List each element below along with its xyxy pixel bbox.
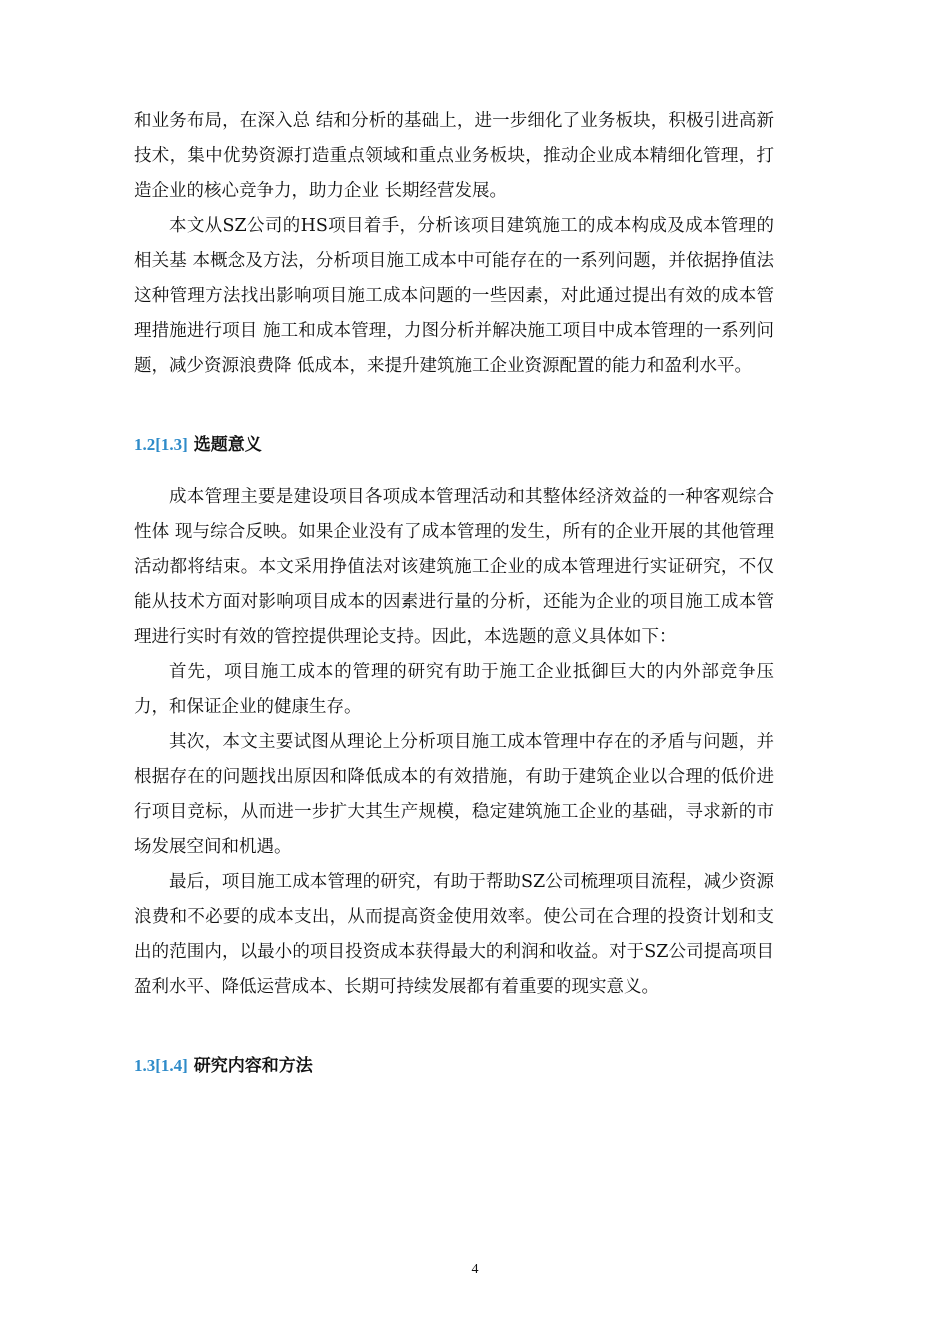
section-title: 选题意义 (193, 435, 262, 455)
section-heading-topic-significance (134, 427, 774, 463)
section-heading-research-content (134, 1048, 774, 1084)
section-number: 1.3[1.4] (134, 1056, 188, 1075)
section-number: 1.2[1.3] (134, 435, 188, 454)
section-title: 研究内容和方法 (193, 1056, 313, 1076)
paragraph-research-approach: 本文从SZ公司的HS项目着手，分析该项目建筑施工的成本构成及成本管理的相关基 本概念及方法，分析项目施工成本中可能存在的一系列问题，并依据挣值法这种管理方法找出影响项目施工成本问题的一些因素，对此通过提出有效的成本管理措施进行项目 施工和成本管理，力图分析并解决施工项目中成本管理的一系列问题，减少资源浪费降 低成本，来提升建筑施工企业资源配置的能力和盈利水平。 (134, 216, 774, 376)
paragraph-significance-second: 其次，本文主要试图从理论上分析项目施工成本管理中存在的矛盾与问题，并根据存在的问题找出原因和降低成本的有效措施，有助于建筑企业以合理的低价进行项目竞标，从而进一步扩大其生产规模，稳定建筑施工企业的基础，寻求新的市场发展空间和机遇。 (134, 732, 774, 857)
page-body (134, 104, 774, 1084)
paragraph-continuation: 和业务布局，在深入总 结和分析的基础上，进一步细化了业务板块，积极引进高新技术，集中优势资源打造重点领域和重点业务板块，推动企业成本精细化管理，打造企业的核心竞争力，助力企业 长期经营发展。 (134, 111, 774, 201)
paragraph-significance-last: 最后，项目施工成本管理的研究，有助于帮助SZ公司梳理项目流程，减少资源浪费和不必要的成本支出，从而提高资金使用效率。使公司在合理的投资计划和支出的范围内，以最小的项目投资成本获得最大的利润和收益。对于SZ公司提高项目盈利水平、降低运营成本、长期可持续发展都有着重要的现实意义。 (134, 872, 774, 997)
page-number: 4 (471, 1262, 479, 1277)
paragraph-significance-first: 首先，项目施工成本的管理的研究有助于施工企业抵御巨大的内外部竞争压力，和保证企业的健康生存。 (134, 662, 774, 717)
paragraph-significance-intro: 成本管理主要是建设项目各项成本管理活动和其整体经济效益的一种客观综合性体 现与综合反映。如果企业没有了成本管理的发生，所有的企业开展的其他管理活动都将结束。本文采用挣值法对该建筑施工企业的成本管理进行实证研究，不仅能从技术方面对影响项目成本的因素进行量的分析，还能为企业的项目施工成本管理进行实时有效的管控提供理论支持。因此，本选题的意义具体如下： (134, 487, 774, 647)
